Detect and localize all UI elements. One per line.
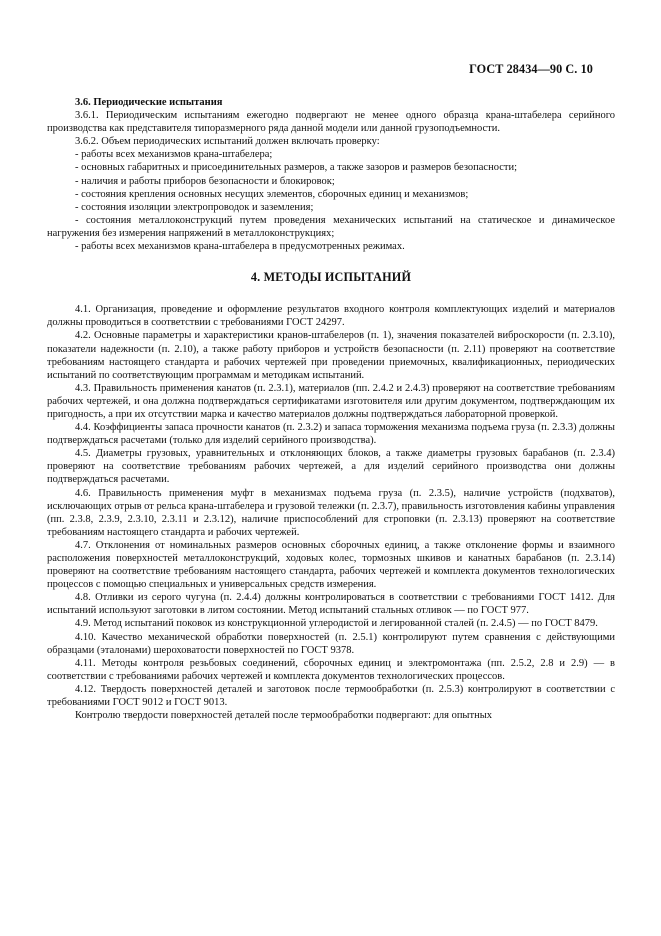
list-item: - наличия и работы приборов безопасности и блокировок; [75,175,335,187]
document-body [47,96,615,722]
paragraph-4-9: 4.9. Метод испытаний поковок из конструкционной углеродистой и легированной сталей (п. 2.4.5) — по ГОСТ 8479. [75,618,598,630]
paragraph-4-3: 4.3. Правильность применения канатов (п. 2.3.1), материалов (пп. 2.4.2 и 2.4.3) проверяют на соответствие требованиям рабочих чертежей, и она должна подтверждаться сертификатами изготовителя или другим документом, подтверждающим их пригодность, а при их отсутствии марка и качество материалов должны подтверждаться лабораторной проверкой. [47,382,615,420]
list-item: - основных габаритных и присоединительных размеров, а также зазоров и размеров безопасности; [75,162,518,174]
paragraph-4-12-continued: Контролю твердости поверхностей деталей после термообработки подвергают: для опытных [75,710,493,722]
paragraph-4-5: 4.5. Диаметры грузовых, уравнительных и отклоняющих блоков, а также диаметры грузовых барабанов (п. 2.3.4) проверяют на соответствие требованиям рабочих чертежей, а для изделий серийного производства они должны подтверждаться расчетами. [47,448,615,486]
paragraph-4-8: 4.8. Отливки из серого чугуна (п. 2.4.4) должны контролироваться в соответствии с требованиями ГОСТ 1412. Для испытаний используют заготовки в литом состоянии. Метод испытаний стальных отливок — по ГОСТ 977. [47,592,615,617]
paragraph-4-6: 4.6. Правильность применения муфт в механизмах подъема груза (п. 2.3.5), наличие устройств (подхватов), исключающих отрыв от рельса крана-штабелера и грузовой тележки (п. 2.3.7), правильность изготовления кабины управления (пп. 2.3.8, 2.3.9, 2.3.10, 2.3.11 и 2.3.12), наличие приспособлений для строповки (п. 2.3.13) проверяют на соответствие требованиям настоящего стандарта и рабочих чертежей. [47,487,615,538]
list-item: - работы всех механизмов крана-штабелера; [75,149,273,161]
paragraph-4-7: 4.7. Отклонения от номинальных размеров основных сборочных единиц, а также отклонение формы и взаимного расположения поверхностей металлоконструкций, ходовых колес, тормозных шкивов и канатных барабанов (п. 2.3.14) проверяют на соответствие требованиям настоящего стандарта, рабочих чертежей и комплекта документов технологических процессов с помощью специальных и универсальных средств измерения. [47,539,615,591]
section-heading-3-6: 3.6. Периодические испытания [75,97,223,108]
list-item: - работы всех механизмов крана-штабелера в предусмотренных режимах. [75,241,405,253]
paragraph-4-12: 4.12. Твердость поверхностей деталей и заготовок после термообработки (п. 2.5.3) контролируют в соответствии с требованиями ГОСТ 9012 и ГОСТ 9013. [47,683,615,709]
list-item: - состояния крепления основных несущих элементов, сборочных единиц и механизмов; [75,188,469,200]
paragraph-4-4: 4.4. Коэффициенты запаса прочности канатов (п. 2.3.2) и запаса торможения механизма подъема груза (п. 2.3.3) должны подтверждаться расчетами (только для изделий серийного производства). [47,422,615,447]
paragraph-4-2: 4.2. Основные параметры и характеристики кранов-штабелеров (п. 1), значения показателей виброскорости (п. 2.3.10), показатели надежности (п. 2.10), а также работу приборов и устройств безопасности (п. 2.11) проверяют на соответствие требованиям настоящего стандарта и рабочих чертежей при проведении приемочных, квалификационных, периодических испытаний по соответствующим программам и методикам испытаний. [47,330,615,381]
paragraph-3-6-1: 3.6.1. Периодическим испытаниям ежегодно подвергают не менее одного образца крана-штабелера серийного производства как представителя типоразмерного ряда данной модели или данной грузоподъемности. [47,110,615,135]
paragraph-4-1: 4.1. Организация, проведение и оформление результатов входного контроля комплектующих изделий и материалов должны проводиться в соответствии с требованиями ГОСТ 24297. [47,304,615,329]
page-header: ГОСТ 28434—90 С. 10 [469,62,593,76]
list-item: - состояния металлоконструкций путем проведения механических испытаний на статическое и динамическое нагружения без измерения напряжений в металлоконструкциях; [47,214,615,239]
paragraph-4-11: 4.11. Методы контроля резьбовых соединений, сборочных единиц и электромонтажа (пп. 2.5.2, 2.8 и 2.9) — в соответствии с требованиями рабочих чертежей и комплекта документов технологических процессов. [47,657,615,682]
section-title-4: 4. МЕТОДЫ ИСПЫТАНИЙ [250,270,412,285]
paragraph-3-6-2: 3.6.2. Объем периодических испытаний должен включать проверку: [75,136,380,148]
list-item: - состояния изоляции электропроводок и заземления; [75,201,314,213]
paragraph-4-10: 4.10. Качество механической обработки поверхностей (п. 2.5.1) контролируют путем сравнения с действующими образцами (эталонами) шероховатости поверхностей по ГОСТ 9378. [47,631,615,656]
